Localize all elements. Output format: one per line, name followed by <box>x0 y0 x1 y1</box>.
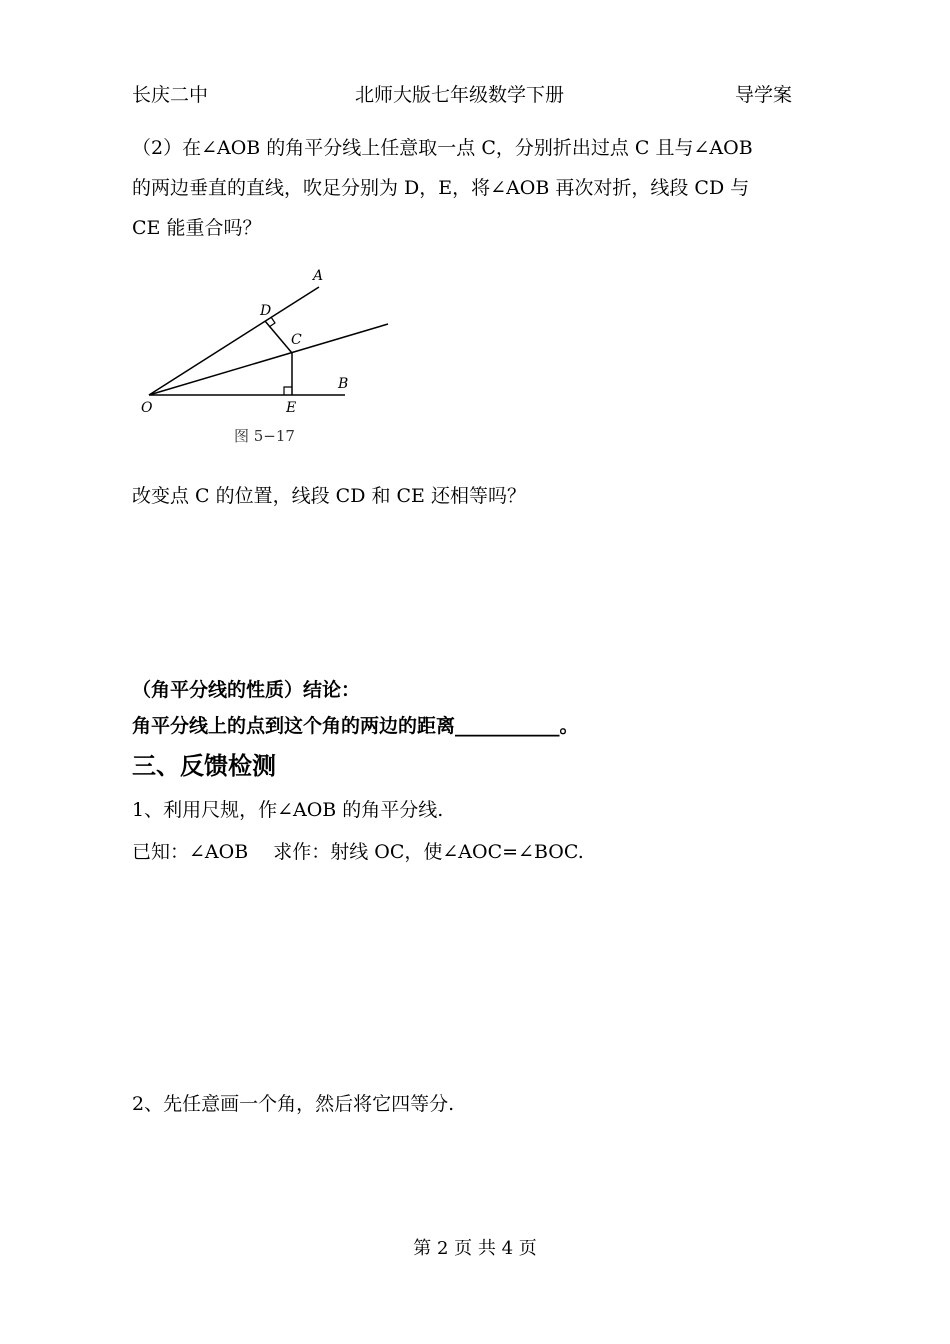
q1-given-and-required: 已知：∠AOB 求作：射线 OC，使∠AOC=∠BOC. <box>132 841 584 863</box>
label-d: D <box>260 303 272 319</box>
figure-caption: 图 5−17 <box>234 427 295 445</box>
q2-quadrisect-angle: 2、先任意画一个角，然后将它四等分. <box>132 1093 455 1115</box>
question2-line1: （2）在∠AOB 的角平分线上任意取一点 C，分别折出过点 C 且与∠AOB <box>132 137 753 159</box>
label-c: C <box>291 332 302 348</box>
label-o: O <box>141 400 153 416</box>
label-e: E <box>286 400 297 416</box>
header-school: 长庆二中 <box>132 84 209 106</box>
header-doc-type: 导学案 <box>735 84 793 106</box>
question2-line2: 的两边垂直的直线，吹足分别为 D，E，将∠AOB 再次对折，线段 CD 与 <box>132 177 750 199</box>
page-footer: 第 2 页 共 4 页 <box>413 1238 537 1259</box>
question-change-position: 改变点 C 的位置，线段 CD 和 CE 还相等吗？ <box>132 485 526 507</box>
ray-oc-bisector <box>149 324 388 395</box>
section3-title: 三、反馈检测 <box>132 752 276 780</box>
label-b: B <box>338 376 349 392</box>
segment-cd <box>265 321 292 353</box>
conclusion-statement: 角平分线上的点到这个角的两边的距离___________。 <box>132 715 579 737</box>
header-book-title: 北师大版七年级数学下册 <box>355 84 565 106</box>
angle-bisector-figure <box>130 260 410 450</box>
question2-line3: CE 能重合吗？ <box>132 217 262 239</box>
q1-construct-bisector: 1、利用尺规，作∠AOB 的角平分线. <box>132 799 444 821</box>
label-a: A <box>313 268 324 284</box>
right-angle-mark-e <box>284 387 292 395</box>
conclusion-title: （角平分线的性质）结论： <box>132 679 361 701</box>
